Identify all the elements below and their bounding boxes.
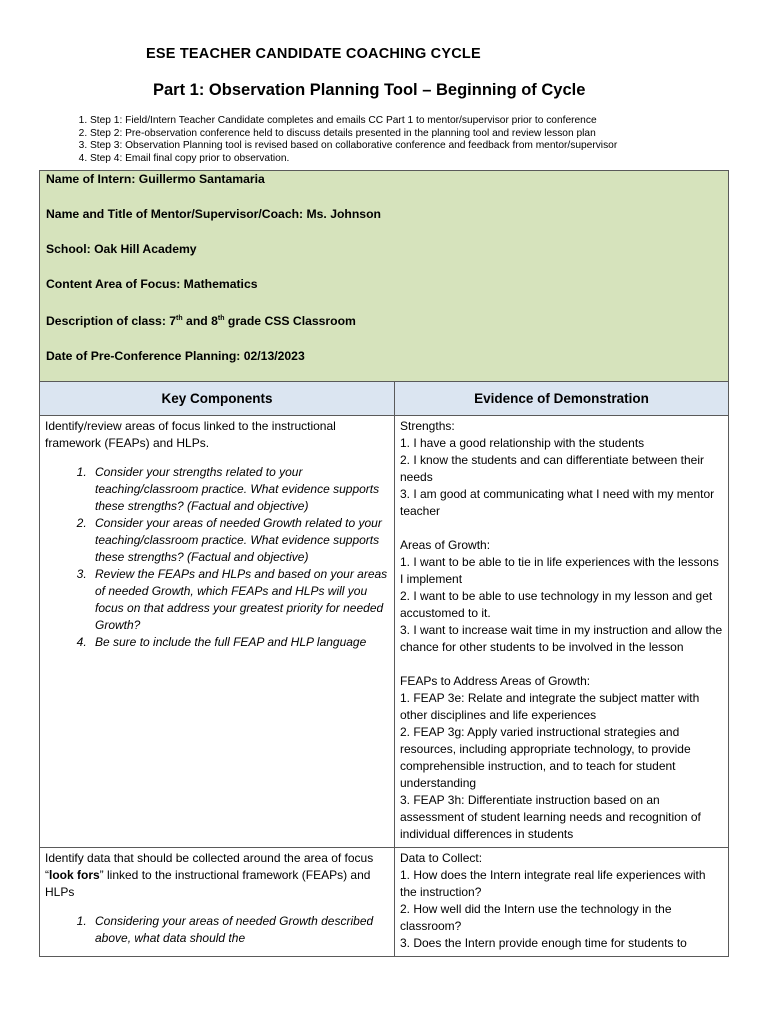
- row2-key-components: [40, 848, 395, 957]
- strengths-title: Strengths:: [400, 419, 455, 433]
- data-item: 1. How does the Intern integrate real life experiences with the instruction?: [400, 868, 706, 899]
- growth-title: Areas of Growth:: [400, 538, 491, 552]
- mentor-name: Name and Title of Mentor/Supervisor/Coach: Ms. Johnson: [46, 207, 381, 221]
- row2-evidence: [395, 848, 729, 957]
- row1-instructions: [45, 464, 389, 651]
- document-subtitle: Part 1: Observation Planning Tool – Beginning of Cycle: [153, 81, 586, 99]
- content-area: Content Area of Focus: Mathematics: [46, 277, 258, 291]
- growth-item: 3. I want to increase wait time in my instruction and allow the chance for other students to be involved in the lesson: [400, 623, 723, 654]
- instruction-item: 1. Consider your strengths related to your teaching/classroom practice. What evidence supports these strengths? (Factual and objective): [90, 464, 389, 515]
- school-name: School: Oak Hill Academy: [46, 242, 197, 256]
- feap-item: 1. FEAP 3e: Relate and integrate the subject matter with other disciplines and life experiences: [400, 691, 700, 722]
- document-title: ESE TEACHER CANDIDATE COACHING CYCLE: [146, 46, 481, 62]
- step-item: 1. Step 1: Field/Intern Teacher Candidate completes and emails CC Part 1 to mentor/supervisor prior to conference: [90, 115, 768, 128]
- steps-list: [40, 115, 768, 165]
- strength-item: 3. I am good at communicating what I need with my mentor teacher: [400, 487, 715, 518]
- instruction-item: 1. Considering your areas of needed Growth described above, what data should the: [90, 913, 389, 947]
- row1-intro: Identify/review areas of focus linked to the instructional framework (FEAPs) and HLPs.: [45, 419, 336, 450]
- intern-info-block: [40, 171, 729, 382]
- strength-item: 2. I know the students and can differentiate between their needs: [400, 453, 704, 484]
- growth-item: 2. I want to be able to use technology in my lesson and get accustomed to it.: [400, 589, 713, 620]
- planning-table: [39, 170, 729, 957]
- strength-item: 1. I have a good relationship with the students: [400, 436, 645, 450]
- header-evidence: Evidence of Demonstration: [395, 382, 729, 416]
- class-description: Description of class: 7th and 8th grade CSS Classroom: [46, 314, 356, 329]
- row2-instructions: [45, 913, 389, 947]
- intern-name: Name of Intern: Guillermo Santamaria: [46, 172, 265, 186]
- step-item: 3. Step 3: Observation Planning tool is revised based on collaborative conference and feedback from mentor/supervisor: [90, 140, 768, 153]
- look-fors-label: look fors: [49, 868, 100, 882]
- pre-conference-date: Date of Pre-Conference Planning: 02/13/2023: [46, 349, 305, 364]
- data-item: 2. How well did the Intern use the technology in the classroom?: [400, 902, 672, 933]
- feaps-title: FEAPs to Address Areas of Growth:: [400, 674, 591, 688]
- feap-item: 3. FEAP 3h: Differentiate instruction based on an assessment of student learning needs and recognition of individual differences in students: [400, 793, 701, 841]
- row2-intro: Identify data that should be collected around the area of focus “look fors” linked to the instructional framework (FEAPs) and HLPs: [45, 851, 374, 899]
- row1-key-components: [40, 416, 395, 848]
- step-item: 4. Step 4: Email final copy prior to observation.: [90, 153, 768, 166]
- instruction-item: 2. Consider your areas of needed Growth related to your teaching/classroom practice. What evidence supports these strengths? (Factual and objective): [90, 515, 389, 566]
- step-item: 2. Step 2: Pre-observation conference held to discuss details presented in the planning tool and review lesson plan: [90, 128, 768, 141]
- data-title: Data to Collect:: [400, 851, 483, 865]
- row1-evidence: [395, 416, 729, 848]
- instruction-item: 3. Review the FEAPs and HLPs and based on your areas of needed Growth, which FEAPs and HLPs will you focus on that address your greatest priority for needed Growth?: [90, 566, 389, 634]
- header-key-components: Key Components: [40, 382, 395, 416]
- data-item: 3. Does the Intern provide enough time for students to: [400, 936, 687, 950]
- feap-item: 2. FEAP 3g: Apply varied instructional strategies and resources, including appropriate technology, to provide comprehensible instruction, and to teach for student understanding: [400, 725, 691, 790]
- instruction-item: 4. Be sure to include the full FEAP and HLP language: [90, 634, 389, 651]
- growth-item: 1. I want to be able to tie in life experiences with the lessons I implement: [400, 555, 719, 586]
